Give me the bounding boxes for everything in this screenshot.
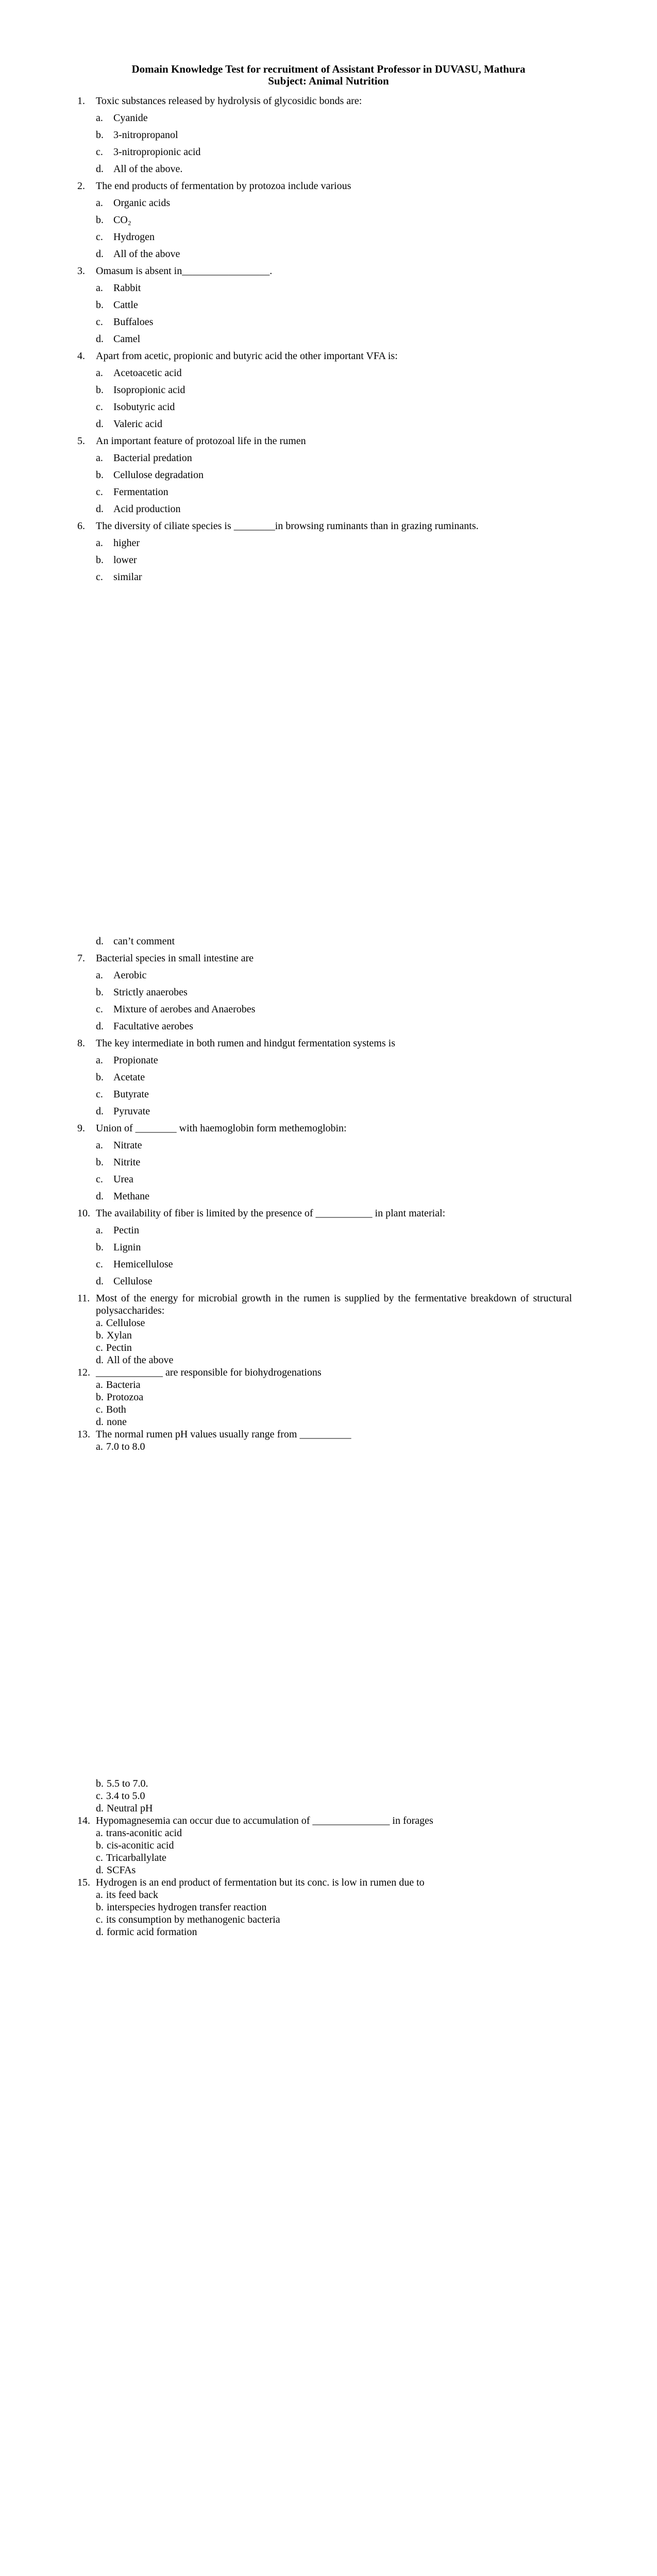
option-text: Pyruvate [113, 1106, 150, 1117]
option-label: d. [96, 1416, 104, 1428]
option-label: c. [96, 1790, 103, 1802]
option-text: its feed back [106, 1889, 158, 1901]
question-4 [77, 350, 572, 435]
option-label: d. [96, 1106, 104, 1117]
question-text: The availability of fiber is limited by the presence of ___________ in plant material: [96, 1208, 446, 1219]
option-label: c. [96, 316, 103, 328]
option-label: a. [96, 197, 103, 209]
page-title-line-1: Domain Knowledge Test for recruitment of Assistant Professor in DUVASU, Mathura [131, 63, 526, 75]
option-label: b. [96, 1778, 104, 1789]
option-label: a. [96, 452, 103, 464]
option-text: All of the above. [113, 163, 183, 175]
option-label: a. [96, 1889, 103, 1901]
question-block-page-1 [77, 95, 572, 583]
question-13 [77, 1428, 572, 1453]
option-text: lower [113, 554, 137, 566]
option-text: Hemicellulose [113, 1259, 173, 1270]
option-text: similar [113, 571, 142, 583]
option-text: Cellulose degradation [113, 469, 204, 481]
option-text: Rabbit [113, 282, 141, 294]
option-text: Mixture of aerobes and Anaerobes [113, 1004, 256, 1015]
question-block-page-3 [77, 1777, 572, 1938]
option-label: a. [96, 537, 103, 549]
option-text: Hydrogen [113, 231, 155, 243]
option-text: its consumption by methanogenic bacteria [106, 1914, 280, 1925]
option-text: 5.5 to 7.0. [107, 1778, 148, 1789]
question-number: 2. [77, 180, 85, 192]
question-number: 6. [77, 520, 85, 532]
option-label: d. [96, 248, 104, 260]
option-text: All of the above [107, 1354, 174, 1366]
page-title-line-2: Subject: Animal Nutrition [268, 75, 389, 87]
option-label: b. [96, 384, 104, 396]
option-text: Strictly anaerobes [113, 987, 188, 998]
option-text: 3.4 to 5.0 [106, 1790, 145, 1802]
option-label: b. [96, 1157, 104, 1168]
question-number: 13. [77, 1429, 90, 1440]
option-text: interspecies hydrogen transfer reaction [107, 1902, 267, 1913]
option-text: Methane [113, 1191, 149, 1202]
option-text: Acid production [113, 503, 181, 515]
option-text: Cyanide [113, 112, 148, 124]
option-label: a. [96, 112, 103, 124]
option-label: a. [96, 1225, 103, 1236]
option-text: Lignin [113, 1242, 141, 1253]
option-text: CO₂ [113, 214, 131, 226]
question-number: 1. [77, 95, 85, 107]
option-label: d. [96, 333, 104, 345]
option-label: c. [96, 1404, 103, 1415]
option-label: a. [96, 1441, 103, 1452]
question-text: The diversity of ciliate species is ________in browsing ruminants than in grazing ruminants. [96, 520, 479, 532]
option-label: b. [96, 1840, 104, 1851]
option-label: a. [96, 1055, 103, 1066]
question-text: Hydrogen is an end product of fermentation but its conc. is low in rumen due to [96, 1877, 425, 1888]
option-text: 3-nitropropanol [113, 129, 178, 141]
option-label: d. [96, 1021, 104, 1032]
question-number: 15. [77, 1877, 90, 1888]
option-text: higher [113, 537, 140, 549]
option-text: 7.0 to 8.0 [106, 1441, 145, 1452]
option-text: Acetoacetic acid [113, 367, 182, 379]
option-text: formic acid formation [107, 1926, 197, 1938]
option-text: All of the above [113, 248, 180, 260]
option-label: b. [96, 214, 104, 226]
question-text: An important feature of protozoal life in the rumen [96, 435, 306, 447]
question-number: 14. [77, 1815, 90, 1826]
question-text: Hypomagnesemia can occur due to accumulation of _______________ in forages [96, 1815, 433, 1826]
question-10 [77, 1207, 572, 1292]
option-text: Protozoa [107, 1392, 144, 1403]
question-block-page-2 [77, 935, 572, 1453]
question-number: 3. [77, 265, 85, 277]
question-number: 4. [77, 350, 85, 362]
option-label: a. [96, 970, 103, 981]
option-label: b. [96, 129, 104, 141]
option-text: Butyrate [113, 1089, 149, 1100]
option-text: Camel [113, 333, 141, 345]
option-label: a. [96, 282, 103, 294]
option-label: d. [96, 1354, 104, 1366]
question-12 [77, 1366, 572, 1428]
option-label: c. [96, 1259, 103, 1270]
option-label: c. [96, 1004, 103, 1015]
option-text: can’t comment [113, 936, 175, 947]
option-text: Cattle [113, 299, 138, 311]
option-label: b. [96, 469, 104, 481]
option-text: Acetate [113, 1072, 145, 1083]
question-14 [77, 1815, 572, 1876]
question-6 [77, 520, 572, 583]
option-label: d. [96, 1865, 104, 1876]
question-1 [77, 95, 572, 180]
option-label: b. [96, 1392, 104, 1403]
option-text: Cellulose [113, 1276, 153, 1287]
option-label: d. [96, 936, 104, 947]
option-text: Isobutyric acid [113, 401, 175, 413]
question-text: Union of ________ with haemoglobin form methemoglobin: [96, 1123, 347, 1134]
option-label: d. [96, 163, 104, 175]
option-text: Tricarballylate [106, 1852, 166, 1863]
option-label: b. [96, 987, 104, 998]
option-label: c. [96, 1174, 103, 1185]
question-9 [77, 1122, 572, 1207]
option-label: b. [96, 554, 104, 566]
question-number: 12. [77, 1367, 90, 1378]
option-label: b. [96, 1330, 104, 1341]
option-text: Cellulose [106, 1317, 145, 1329]
option-label: c. [96, 1852, 103, 1863]
option-label: c. [96, 571, 103, 583]
option-text: Urea [113, 1174, 133, 1185]
question-text: The end products of fermentation by protozoa include various [96, 180, 351, 192]
question-text: Omasum is absent in_________________. [96, 265, 273, 277]
option-text: Buffaloes [113, 316, 154, 328]
option-text: 3-nitropropionic acid [113, 146, 201, 158]
question-15 [77, 1876, 572, 1938]
option-label: b. [96, 1072, 104, 1083]
question-text: Apart from acetic, propionic and butyric acid the other important VFA is: [96, 350, 398, 362]
question-number: 11. [77, 1293, 90, 1304]
question-5 [77, 435, 572, 520]
option-text: Nitrite [113, 1157, 141, 1168]
option-label: c. [96, 1914, 103, 1925]
option-text: Fermentation [113, 486, 169, 498]
option-label: c. [96, 1342, 103, 1353]
option-label: c. [96, 1089, 103, 1100]
option-text: Pectin [113, 1225, 139, 1236]
option-text: Bacteria [106, 1379, 141, 1391]
option-text: Aerobic [113, 970, 147, 981]
option-label: c. [96, 231, 103, 243]
option-label: d. [96, 1276, 104, 1287]
option-text: Facultative aerobes [113, 1021, 193, 1032]
option-text: Isopropionic acid [113, 384, 186, 396]
question-text: The key intermediate in both rumen and hindgut fermentation systems is [96, 1038, 395, 1049]
option-label: d. [96, 1191, 104, 1202]
option-text: Neutral pH [107, 1803, 153, 1814]
option-label: b. [96, 1242, 104, 1253]
option-label: d. [96, 1926, 104, 1938]
option-text: Propionate [113, 1055, 158, 1066]
question-7 [77, 952, 572, 1037]
question-number: 10. [77, 1208, 90, 1219]
option-label: c. [96, 146, 103, 158]
option-label: d. [96, 1803, 104, 1814]
option-label: b. [96, 299, 104, 311]
option-text: Nitrate [113, 1140, 142, 1151]
question-11 [77, 1292, 572, 1366]
question-text: Bacterial species in small intestine are [96, 953, 254, 964]
option-text: Xylan [107, 1330, 132, 1341]
question-number: 7. [77, 953, 85, 964]
option-text: none [107, 1416, 127, 1428]
option-text: SCFAs [107, 1865, 136, 1876]
option-label: c. [96, 486, 103, 498]
option-text: Both [106, 1404, 126, 1415]
question-text: Most of the energy for microbial growth in the rumen is supplied by the fermentative breakdown of structural polysaccharides: [96, 1293, 572, 1316]
option-label: a. [96, 1379, 103, 1391]
option-label: c. [96, 401, 103, 413]
question-number: 9. [77, 1123, 85, 1134]
option-label: b. [96, 1902, 104, 1913]
option-label: d. [96, 503, 104, 515]
question-text: The normal rumen pH values usually range from __________ [96, 1429, 351, 1440]
option-text: Pectin [106, 1342, 132, 1353]
question-2 [77, 180, 572, 265]
option-text: cis-aconitic acid [107, 1840, 174, 1851]
option-text: Organic acids [113, 197, 171, 209]
question-text: _____________ are responsible for biohydrogenations [96, 1367, 322, 1378]
question-number: 5. [77, 435, 85, 447]
option-label: a. [96, 1140, 103, 1151]
option-text: trans-aconitic acid [106, 1827, 182, 1839]
option-label: d. [96, 418, 104, 430]
question-3 [77, 265, 572, 350]
option-text: Valeric acid [113, 418, 162, 430]
option-label: a. [96, 1317, 103, 1329]
option-label: a. [96, 367, 103, 379]
option-text: Bacterial predation [113, 452, 192, 464]
question-8 [77, 1037, 572, 1122]
option-label: a. [96, 1827, 103, 1839]
question-number: 8. [77, 1038, 85, 1049]
question-text: Toxic substances released by hydrolysis of glycosidic bonds are: [96, 95, 362, 107]
